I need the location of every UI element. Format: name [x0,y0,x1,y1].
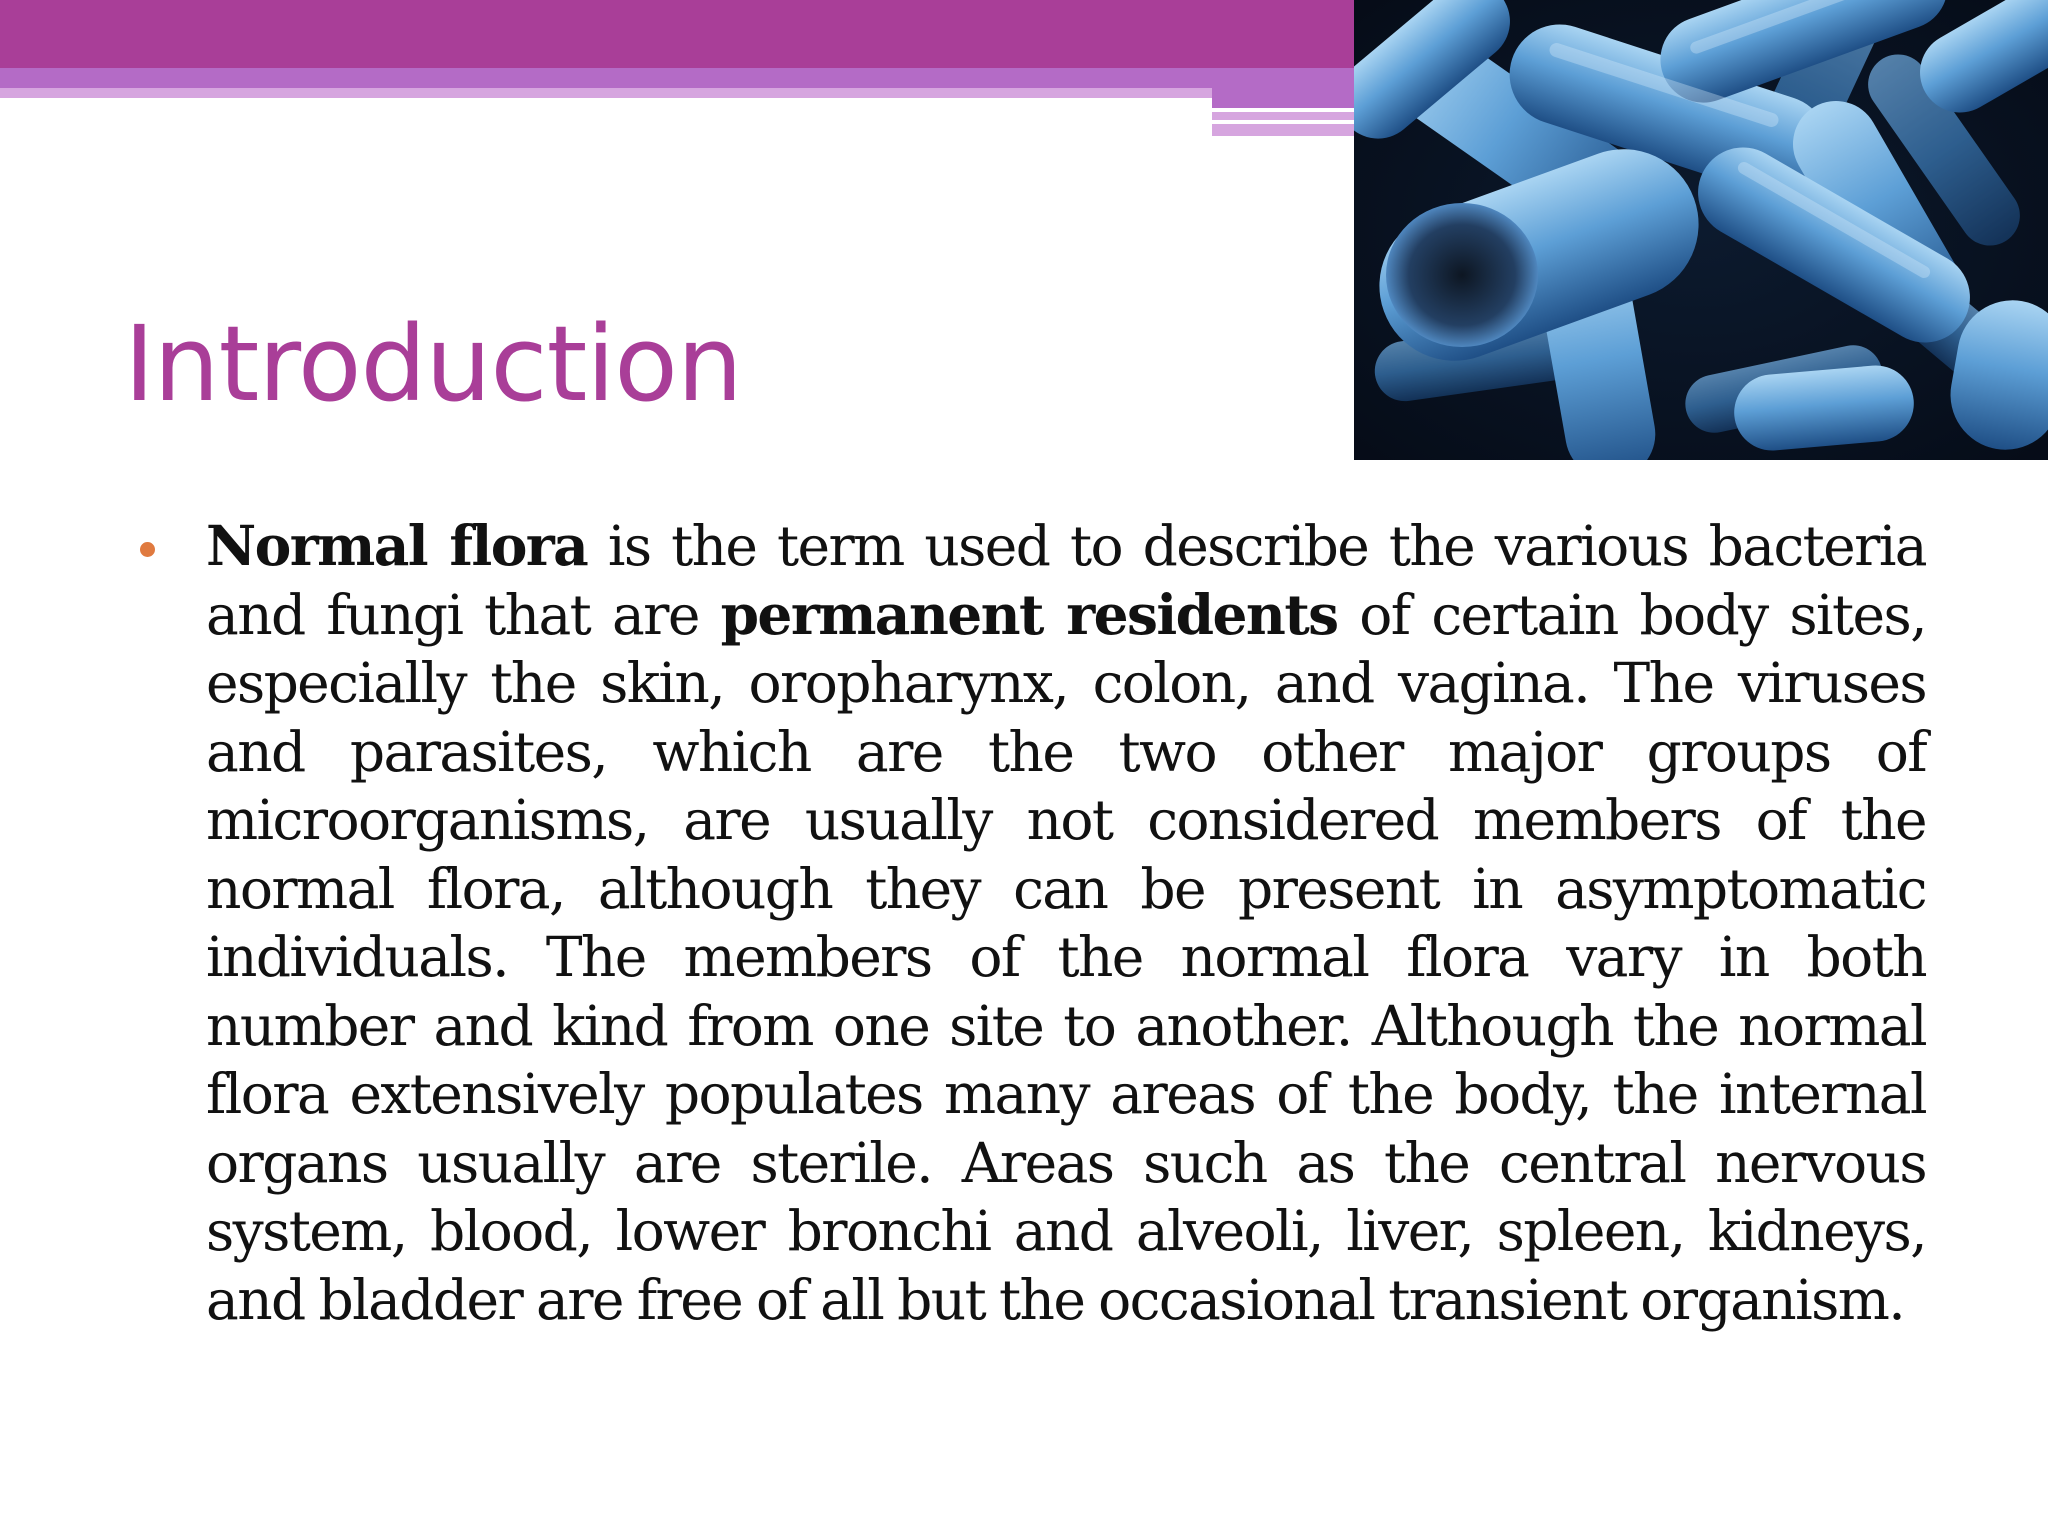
bullet-icon [140,542,155,557]
header-bar [0,0,1356,68]
emphasis-bold: permanent residents [720,581,1338,647]
term-bold: Normal flora [206,513,588,578]
bullet-item [140,512,1926,1334]
header-bar-secondary [0,68,1356,88]
text-segment: of certain body sites, especially the skin, oropharynx, colon, and vagina. The viruses and parasites, which are the two other major groups of microorganisms, are usually not considered members of the normal flora, although they can be present in asymptomatic individuals. The members of the normal flora vary in both number and kind from one site to another. Although the normal flora extensively populates many areas of the body, the internal organs usually are sterile. Areas such as the central nervous system, blood, lower bronchi and alveoli, liver, spleen, kidneys, and bladder are free of all but the occasional transient organism. [206,582,1926,1332]
header-step-bar [1212,124,1356,136]
text-segment: is the term used to describe the various bacteria and fungi that are [206,514,1927,647]
bacteria-image [1354,0,2048,460]
header-step-bar [1212,112,1356,120]
bullet-text [206,512,1926,1334]
header-step-bar [1212,88,1356,108]
header-bar-thin [0,88,1212,98]
slide-title: Introduction [124,303,742,425]
